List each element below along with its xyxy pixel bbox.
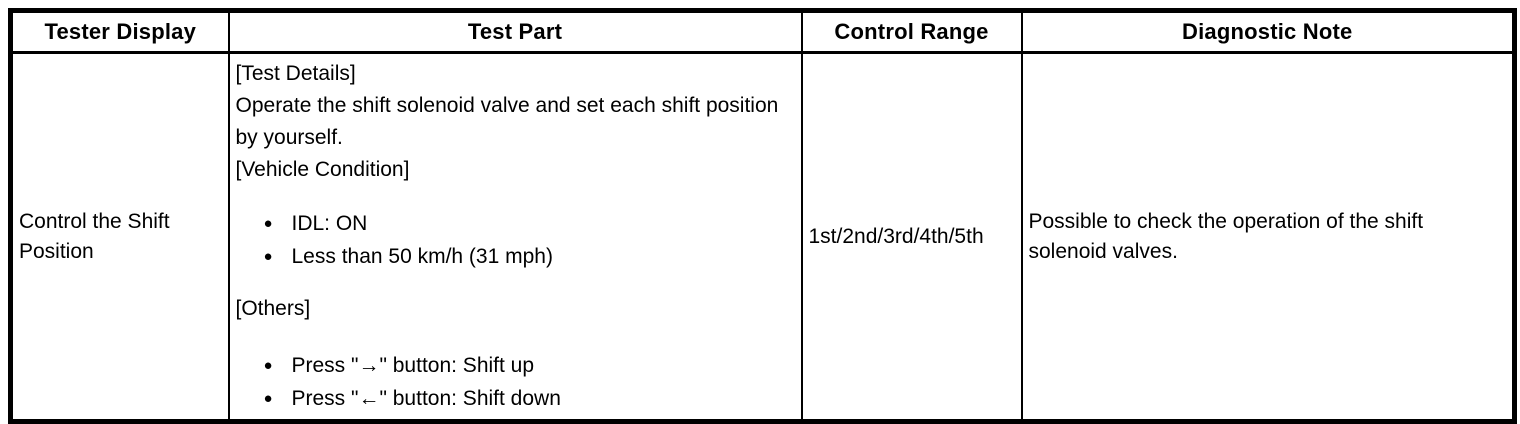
header-tester-display: Tester Display: [11, 11, 229, 53]
cell-diagnostic-note: [1022, 53, 1515, 422]
list-item: [236, 382, 795, 415]
list-item-text: Press "→" button: Shift up: [291, 354, 535, 377]
cell-test-part: [229, 53, 802, 422]
active-test-table: [8, 8, 1517, 424]
test-details-text: Operate the shift solenoid valve and set each shift position by yourself.: [235, 94, 779, 149]
diagnostic-note-value: Possible to check the operation of the shift solenoid valves.: [1028, 209, 1424, 263]
others-label: [Others]: [235, 297, 311, 320]
control-range-value: 1st/2nd/3rd/4th/5th: [808, 224, 984, 248]
test-details-label: [Test Details]: [235, 62, 356, 85]
list-item-text: Less than 50 km/h (31 mph): [291, 245, 553, 268]
cell-control-range: [802, 53, 1022, 422]
others-list: [236, 349, 795, 415]
list-item-text: IDL: ON: [291, 212, 368, 235]
cell-tester-display: [11, 53, 229, 422]
bullet-icon: ●: [263, 215, 273, 232]
list-item: [236, 349, 795, 382]
header-diagnostic-note: Diagnostic Note: [1022, 11, 1515, 53]
bullet-icon: ●: [263, 248, 273, 265]
table-row: [11, 53, 1515, 422]
header-row: [11, 11, 1515, 53]
list-item: [236, 240, 795, 273]
header-test-part: Test Part: [229, 11, 802, 53]
vehicle-condition-list: [236, 207, 795, 273]
vehicle-condition-label: [Vehicle Condition]: [235, 158, 410, 181]
bullet-icon: ●: [263, 357, 273, 374]
list-item-text: Press "←" button: Shift down: [291, 387, 561, 410]
list-item: [236, 207, 795, 240]
tester-display-value: Control the Shift Position: [19, 209, 170, 263]
bullet-icon: ●: [263, 390, 273, 407]
header-control-range: Control Range: [802, 11, 1022, 53]
